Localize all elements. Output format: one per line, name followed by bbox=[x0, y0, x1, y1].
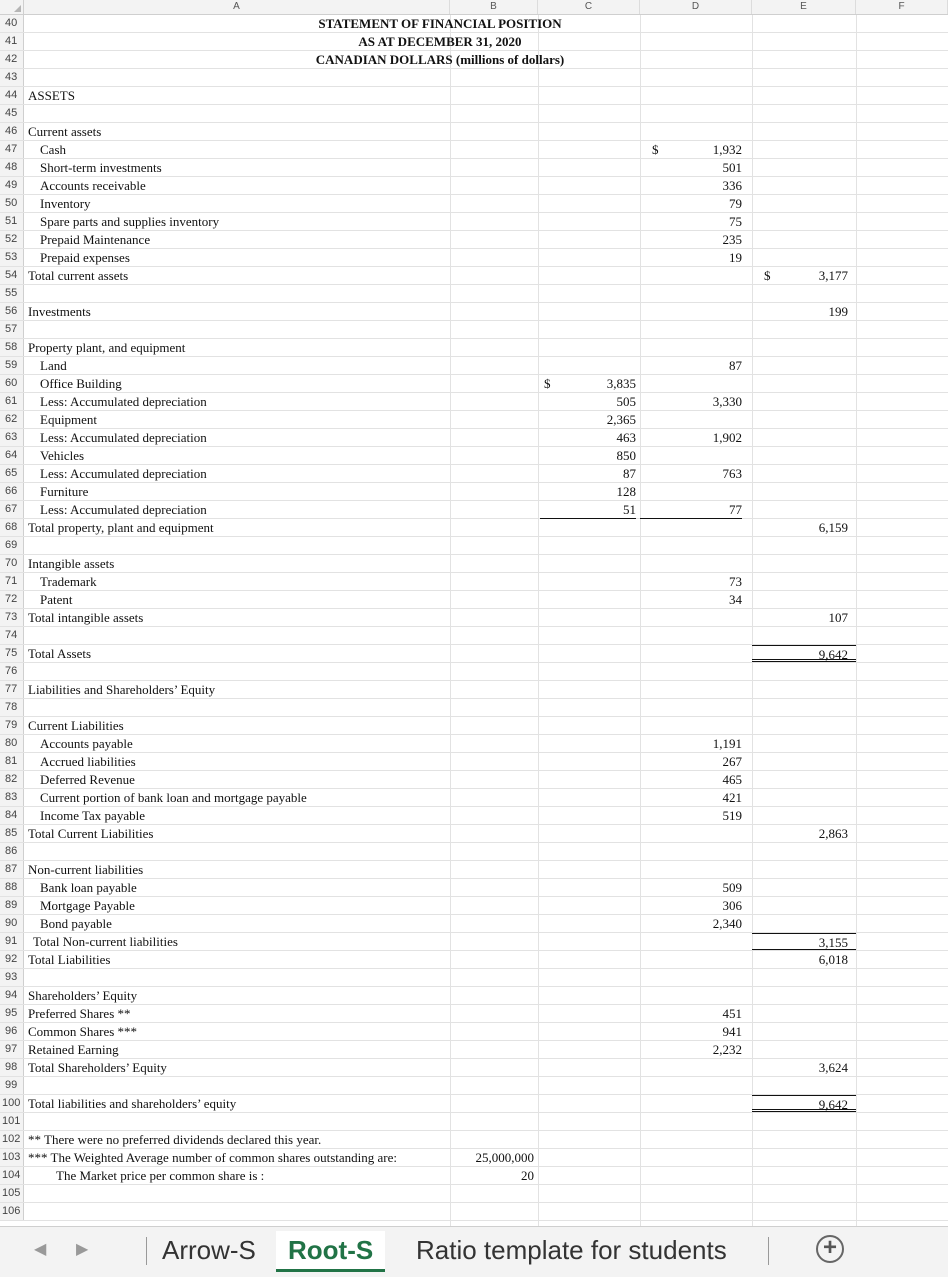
cell-value[interactable]: 87 bbox=[623, 466, 636, 481]
row-number[interactable]: 52 bbox=[0, 231, 24, 248]
cell-value[interactable]: 463 bbox=[616, 430, 636, 445]
sheet-row bbox=[0, 51, 948, 69]
sheet-row bbox=[0, 1095, 948, 1113]
sheet-row bbox=[0, 285, 948, 303]
row-number[interactable]: 42 bbox=[0, 51, 24, 68]
row-number[interactable]: 82 bbox=[0, 771, 24, 788]
line-item-label[interactable]: Mortgage Payable bbox=[40, 898, 135, 913]
subsection-heading[interactable]: Current assets bbox=[28, 124, 102, 139]
sheet-row bbox=[0, 951, 948, 969]
sheet-row bbox=[0, 771, 948, 789]
cell-value[interactable]: 77 bbox=[640, 501, 742, 519]
row-number[interactable]: 81 bbox=[0, 753, 24, 770]
section-heading[interactable]: Liabilities and Shareholders’ Equity bbox=[28, 682, 216, 697]
cell-value[interactable]: 763 bbox=[722, 466, 742, 481]
sheet-row bbox=[0, 375, 948, 393]
line-item-label[interactable]: Equipment bbox=[40, 412, 98, 427]
row-number[interactable]: 67 bbox=[0, 501, 24, 518]
sheet-row bbox=[0, 843, 948, 861]
row-number[interactable]: 48 bbox=[0, 159, 24, 176]
line-item-label[interactable]: Spare parts and supplies inventory bbox=[40, 214, 220, 229]
row-number[interactable]: 64 bbox=[0, 447, 24, 464]
column-header-a[interactable]: A bbox=[24, 0, 450, 14]
cell-value[interactable]: 3,330 bbox=[712, 394, 742, 409]
cell-value[interactable]: 505 bbox=[616, 394, 636, 409]
sheet-row bbox=[0, 1041, 948, 1059]
sheet-row bbox=[0, 1113, 948, 1131]
cell-value[interactable]: 850 bbox=[616, 448, 636, 463]
total-label[interactable]: Total Liabilities bbox=[28, 952, 111, 967]
cell-value[interactable]: 34 bbox=[729, 592, 742, 607]
sheet-row bbox=[0, 1203, 948, 1221]
sheet-row bbox=[0, 699, 948, 717]
row-number[interactable]: 65 bbox=[0, 465, 24, 482]
sheet-row bbox=[0, 483, 948, 501]
row-number[interactable]: 84 bbox=[0, 807, 24, 824]
total-label[interactable]: Total Current Liabilities bbox=[28, 826, 154, 841]
row-number[interactable]: 41 bbox=[0, 33, 24, 50]
row-number[interactable]: 91 bbox=[0, 933, 24, 950]
row-number[interactable]: 106 bbox=[0, 1203, 24, 1220]
footnote[interactable]: ** There were no preferred dividends declared this year. bbox=[28, 1132, 322, 1147]
line-item-label[interactable]: Retained Earning bbox=[28, 1042, 119, 1057]
row-number[interactable]: 89 bbox=[0, 897, 24, 914]
row-number[interactable]: 79 bbox=[0, 717, 24, 734]
cell-value[interactable]: 509 bbox=[722, 880, 742, 895]
row-number[interactable]: 80 bbox=[0, 735, 24, 752]
row-number[interactable]: 40 bbox=[0, 15, 24, 32]
cell-value[interactable]: 19 bbox=[729, 250, 742, 265]
row-number[interactable]: 69 bbox=[0, 537, 24, 554]
sheet-row bbox=[0, 1023, 948, 1041]
sheet-row bbox=[0, 591, 948, 609]
cell-value[interactable]: 79 bbox=[729, 196, 742, 211]
sheet-row bbox=[0, 33, 948, 51]
total-value[interactable]: 199 bbox=[828, 304, 848, 319]
line-item-label[interactable]: Prepaid expenses bbox=[40, 250, 130, 265]
sheet-row bbox=[0, 717, 948, 735]
shares-outstanding-value[interactable]: 25,000,000 bbox=[475, 1150, 534, 1165]
row-number[interactable]: 70 bbox=[0, 555, 24, 572]
row-number[interactable]: 95 bbox=[0, 1005, 24, 1022]
sheet-row bbox=[0, 321, 948, 339]
total-value[interactable]: 3,624 bbox=[818, 1060, 848, 1075]
cell-value[interactable]: 501 bbox=[722, 160, 742, 175]
line-item-label[interactable]: Investments bbox=[28, 304, 91, 319]
tab-divider bbox=[768, 1237, 769, 1265]
section-heading[interactable]: ASSETS bbox=[28, 88, 75, 103]
sheet-row bbox=[0, 15, 948, 33]
line-item-label[interactable]: Cash bbox=[40, 142, 66, 157]
sheet-row bbox=[0, 897, 948, 915]
line-item-label[interactable]: Less: Accumulated depreciation bbox=[40, 394, 207, 409]
tab-root-s[interactable]: Root-S bbox=[276, 1231, 385, 1272]
statement-date: AS AT DECEMBER 31, 2020 bbox=[358, 34, 522, 49]
row-number[interactable]: 72 bbox=[0, 591, 24, 608]
sheet-tab-bar bbox=[0, 1226, 948, 1277]
row-number[interactable]: 92 bbox=[0, 951, 24, 968]
sheet-row bbox=[0, 1149, 948, 1167]
cell-value[interactable]: 306 bbox=[722, 898, 742, 913]
row-number[interactable]: 101 bbox=[0, 1113, 24, 1130]
total-label[interactable]: Total Assets bbox=[28, 646, 92, 661]
cell-value[interactable]: 451 bbox=[722, 1006, 742, 1021]
line-item-label[interactable]: Common Shares *** bbox=[28, 1024, 138, 1039]
sheet-row bbox=[0, 105, 948, 123]
tab-ratio-template[interactable]: Ratio template for students bbox=[416, 1235, 727, 1265]
cell-value[interactable]: 128 bbox=[616, 484, 636, 499]
column-header-d[interactable]: D bbox=[640, 0, 752, 14]
cell-value[interactable]: 267 bbox=[722, 754, 742, 769]
row-number[interactable]: 46 bbox=[0, 123, 24, 140]
sheet-row bbox=[0, 645, 948, 663]
sheet-row bbox=[0, 663, 948, 681]
row-number[interactable]: 43 bbox=[0, 69, 24, 86]
sheet-row bbox=[0, 807, 948, 825]
row-number[interactable]: 93 bbox=[0, 969, 24, 986]
sheet-row bbox=[0, 519, 948, 537]
sheet-row bbox=[0, 879, 948, 897]
sheet-row bbox=[0, 735, 948, 753]
row-number[interactable]: 51 bbox=[0, 213, 24, 230]
row-number[interactable]: 61 bbox=[0, 393, 24, 410]
sheet-row bbox=[0, 933, 948, 951]
total-value[interactable]: 6,018 bbox=[818, 952, 848, 967]
line-item-label[interactable]: Office Building bbox=[40, 376, 122, 391]
line-item-label[interactable]: Furniture bbox=[40, 484, 89, 499]
line-item-label[interactable]: Less: Accumulated depreciation bbox=[40, 430, 207, 445]
line-item-label[interactable]: Patent bbox=[40, 592, 73, 607]
sheet-row bbox=[0, 627, 948, 645]
total-value[interactable]: 3,155 bbox=[752, 933, 856, 950]
row-number[interactable]: 56 bbox=[0, 303, 24, 320]
row-number[interactable]: 83 bbox=[0, 789, 24, 806]
line-item-label[interactable]: Land bbox=[40, 358, 67, 373]
tab-arrow-s[interactable]: Arrow-S bbox=[162, 1235, 256, 1265]
scroll-right-icon[interactable]: ▶ bbox=[76, 1241, 89, 1258]
row-number[interactable]: 54 bbox=[0, 267, 24, 284]
line-item-label[interactable]: Preferred Shares ** bbox=[28, 1006, 131, 1021]
cell-value[interactable]: 1,191 bbox=[712, 736, 742, 751]
row-number[interactable]: 86 bbox=[0, 843, 24, 860]
line-item-label[interactable]: Vehicles bbox=[40, 448, 85, 463]
column-header-e[interactable]: E bbox=[752, 0, 856, 14]
row-number[interactable]: 76 bbox=[0, 663, 24, 680]
line-item-label[interactable]: Less: Accumulated depreciation bbox=[40, 466, 207, 481]
total-label[interactable]: Total current assets bbox=[28, 268, 129, 283]
sheet-row bbox=[0, 681, 948, 699]
footnote[interactable]: The Market price per common share is : bbox=[56, 1168, 265, 1183]
sheet-row bbox=[0, 141, 948, 159]
row-number[interactable]: 99 bbox=[0, 1077, 24, 1094]
sheet-row bbox=[0, 267, 948, 285]
sheet-row bbox=[0, 339, 948, 357]
line-item-label[interactable]: Short-term investments bbox=[40, 160, 162, 175]
row-number[interactable]: 59 bbox=[0, 357, 24, 374]
cell-value[interactable]: 87 bbox=[729, 358, 742, 373]
sheet-row bbox=[0, 213, 948, 231]
line-item-label[interactable]: Prepaid Maintenance bbox=[40, 232, 151, 247]
total-label[interactable]: Total liabilities and shareholders’ equity bbox=[28, 1096, 237, 1111]
row-number[interactable]: 60 bbox=[0, 375, 24, 392]
row-number[interactable]: 50 bbox=[0, 195, 24, 212]
sheet-row bbox=[0, 1077, 948, 1095]
row-number[interactable]: 57 bbox=[0, 321, 24, 338]
row-number[interactable]: 47 bbox=[0, 141, 24, 158]
line-item-label[interactable]: Inventory bbox=[40, 196, 91, 211]
cell-value[interactable]: 519 bbox=[722, 808, 742, 823]
sheet-row bbox=[0, 357, 948, 375]
row-number[interactable]: 85 bbox=[0, 825, 24, 842]
footnote[interactable]: *** The Weighted Average number of common shares outstanding are: bbox=[28, 1150, 397, 1165]
row-number[interactable]: 78 bbox=[0, 699, 24, 716]
sheet-row bbox=[0, 249, 948, 267]
row-number[interactable]: 77 bbox=[0, 681, 24, 698]
sheet-row bbox=[0, 537, 948, 555]
dollar-sign: $ bbox=[544, 376, 551, 391]
total-value[interactable]: 6,159 bbox=[818, 520, 848, 535]
row-number[interactable]: 102 bbox=[0, 1131, 24, 1148]
sheet-row bbox=[0, 1131, 948, 1149]
line-item-label[interactable]: Accounts receivable bbox=[40, 178, 146, 193]
row-number[interactable]: 96 bbox=[0, 1023, 24, 1040]
cell-value[interactable]: 421 bbox=[722, 790, 742, 805]
sheet-row bbox=[0, 789, 948, 807]
sheet-row bbox=[0, 1005, 948, 1023]
row-number[interactable]: 44 bbox=[0, 87, 24, 104]
row-number[interactable]: 98 bbox=[0, 1059, 24, 1076]
sheet-row bbox=[0, 573, 948, 591]
total-label[interactable]: Total property, plant and equipment bbox=[28, 520, 214, 535]
sheet-row bbox=[0, 1059, 948, 1077]
sheet-row bbox=[0, 1167, 948, 1185]
row-number[interactable]: 75 bbox=[0, 645, 24, 662]
cell-value[interactable]: 3,835 bbox=[606, 376, 636, 391]
row-number[interactable]: 100 bbox=[0, 1095, 24, 1112]
row-number[interactable]: 73 bbox=[0, 609, 24, 626]
sheet-row bbox=[0, 393, 948, 411]
sheet-row bbox=[0, 177, 948, 195]
total-label[interactable]: Total intangible assets bbox=[28, 610, 144, 625]
line-item-label[interactable]: Accrued liabilities bbox=[40, 754, 136, 769]
sheet-row bbox=[0, 465, 948, 483]
market-price-value[interactable]: 20 bbox=[521, 1168, 534, 1183]
line-item-label[interactable]: Income Tax payable bbox=[40, 808, 145, 823]
sheet-row bbox=[0, 195, 948, 213]
total-value[interactable]: 2,863 bbox=[818, 826, 848, 841]
sheet-row bbox=[0, 159, 948, 177]
row-number[interactable]: 90 bbox=[0, 915, 24, 932]
row-number[interactable]: 55 bbox=[0, 285, 24, 302]
column-header-c[interactable]: C bbox=[538, 0, 640, 14]
dollar-sign: $ bbox=[764, 268, 771, 283]
total-label[interactable]: Total Shareholders’ Equity bbox=[28, 1060, 167, 1075]
sheet-row bbox=[0, 1185, 948, 1203]
sheet-row bbox=[0, 231, 948, 249]
cell-value[interactable]: 1,902 bbox=[712, 430, 742, 445]
total-value[interactable]: 3,177 bbox=[818, 268, 848, 283]
cell-value[interactable]: 73 bbox=[729, 574, 742, 589]
sheet-row bbox=[0, 411, 948, 429]
row-number[interactable]: 45 bbox=[0, 105, 24, 122]
sheet-row bbox=[0, 123, 948, 141]
grand-total-value[interactable]: 9,642 bbox=[752, 645, 856, 662]
cell-value[interactable]: 235 bbox=[722, 232, 742, 247]
row-number[interactable]: 66 bbox=[0, 483, 24, 500]
row-number[interactable]: 97 bbox=[0, 1041, 24, 1058]
row-number[interactable]: 58 bbox=[0, 339, 24, 356]
cell-value[interactable]: 336 bbox=[722, 178, 742, 193]
total-label[interactable]: Total Non-current liabilities bbox=[33, 934, 178, 949]
row-number[interactable]: 105 bbox=[0, 1185, 24, 1202]
sheet-row bbox=[0, 609, 948, 627]
sheet-row bbox=[0, 555, 948, 573]
cell-value[interactable]: 1,932 bbox=[712, 142, 742, 157]
line-item-label[interactable]: Trademark bbox=[40, 574, 97, 589]
sheet-row bbox=[0, 429, 948, 447]
scroll-left-icon[interactable]: ◀ bbox=[34, 1241, 47, 1258]
select-all-corner[interactable] bbox=[0, 0, 24, 14]
row-number[interactable]: 104 bbox=[0, 1167, 24, 1184]
line-item-label[interactable]: Bond payable bbox=[40, 916, 112, 931]
cell-value[interactable]: 75 bbox=[729, 214, 742, 229]
cell-value[interactable]: 2,340 bbox=[712, 916, 742, 931]
row-number[interactable]: 103 bbox=[0, 1149, 24, 1166]
line-item-label[interactable]: Bank loan payable bbox=[40, 880, 137, 895]
row-number[interactable]: 49 bbox=[0, 177, 24, 194]
dollar-sign: $ bbox=[652, 142, 659, 157]
sheet-row bbox=[0, 501, 948, 519]
subsection-heading[interactable]: Current Liabilities bbox=[28, 718, 124, 733]
subsection-heading[interactable]: Property plant, and equipment bbox=[28, 340, 186, 355]
column-header-b[interactable]: B bbox=[450, 0, 538, 14]
row-number[interactable]: 62 bbox=[0, 411, 24, 428]
sheet-row bbox=[0, 915, 948, 933]
line-item-label[interactable]: Current portion of bank loan and mortgage payable bbox=[40, 790, 307, 805]
sheet-row bbox=[0, 969, 948, 987]
total-value[interactable]: 107 bbox=[828, 610, 848, 625]
line-item-label[interactable]: Deferred Revenue bbox=[40, 772, 135, 787]
row-number[interactable]: 88 bbox=[0, 879, 24, 896]
add-sheet-button[interactable]: + bbox=[816, 1235, 844, 1263]
line-item-label[interactable]: Accounts payable bbox=[40, 736, 133, 751]
sheet-row bbox=[0, 87, 948, 105]
sheet-row bbox=[0, 861, 948, 879]
sheet-row bbox=[0, 447, 948, 465]
statement-currency: CANADIAN DOLLARS (millions of dollars) bbox=[315, 52, 565, 67]
statement-title: STATEMENT OF FINANCIAL POSITION bbox=[318, 16, 562, 31]
column-header-f[interactable]: F bbox=[856, 0, 948, 14]
line-item-label[interactable]: Less: Accumulated depreciation bbox=[40, 502, 207, 517]
tab-divider bbox=[146, 1237, 147, 1265]
row-number[interactable]: 74 bbox=[0, 627, 24, 644]
cell-value[interactable]: 51 bbox=[540, 501, 636, 519]
sheet-row bbox=[0, 987, 948, 1005]
subsection-heading[interactable]: Non-current liabilities bbox=[28, 862, 144, 877]
cell-value[interactable]: 2,365 bbox=[606, 412, 636, 427]
sheet-row bbox=[0, 825, 948, 843]
row-number[interactable]: 71 bbox=[0, 573, 24, 590]
sheet-row bbox=[0, 753, 948, 771]
subsection-heading[interactable]: Shareholders’ Equity bbox=[28, 988, 138, 1003]
grand-total-value[interactable]: 9,642 bbox=[752, 1095, 856, 1112]
subsection-heading[interactable]: Intangible assets bbox=[28, 556, 115, 571]
column-header-bar bbox=[0, 0, 948, 15]
row-number[interactable]: 94 bbox=[0, 987, 24, 1004]
row-number[interactable]: 87 bbox=[0, 861, 24, 878]
sheet-row bbox=[0, 303, 948, 321]
row-number[interactable]: 68 bbox=[0, 519, 24, 536]
spreadsheet-grid[interactable] bbox=[0, 15, 948, 1221]
sheet-row bbox=[0, 69, 948, 87]
cell-value[interactable]: 2,232 bbox=[712, 1042, 742, 1057]
cell-value[interactable]: 465 bbox=[722, 772, 742, 787]
row-number[interactable]: 53 bbox=[0, 249, 24, 266]
row-number[interactable]: 63 bbox=[0, 429, 24, 446]
cell-value[interactable]: 941 bbox=[722, 1024, 742, 1039]
